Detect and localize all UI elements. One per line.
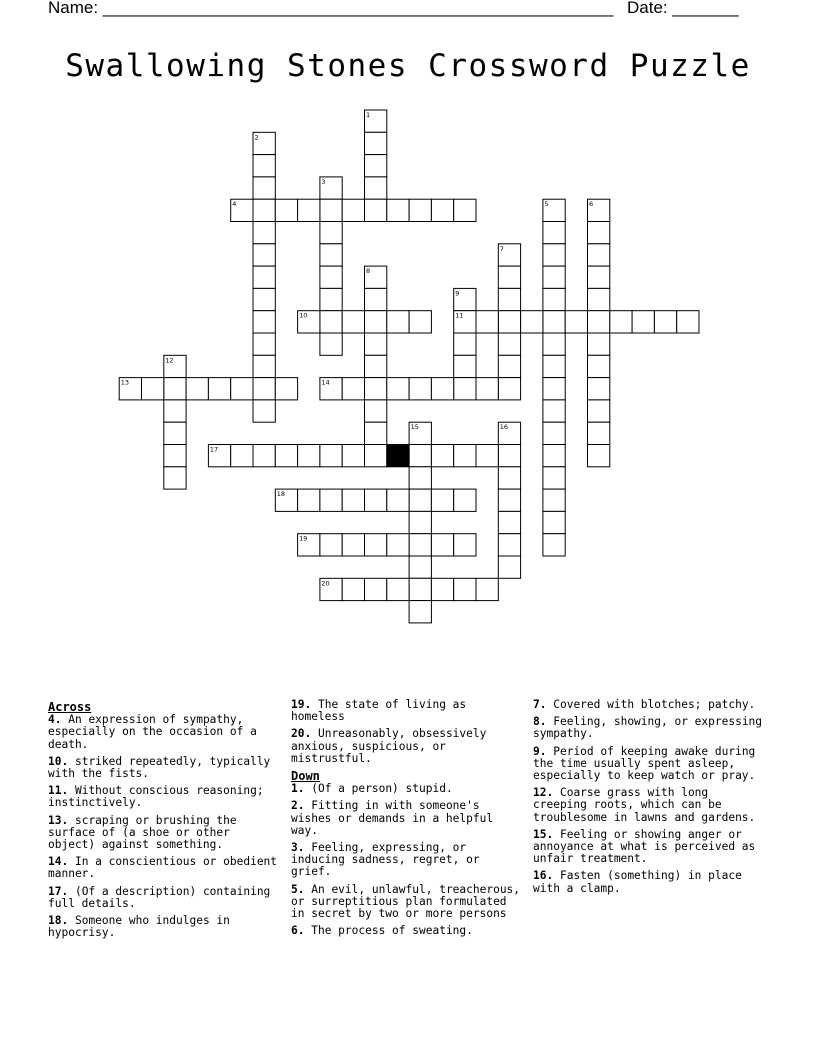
clue-column-1 xyxy=(48,699,283,944)
grid-cell[interactable] xyxy=(320,534,342,556)
grid-cell[interactable] xyxy=(365,199,387,221)
clue-number-11: 11 xyxy=(455,311,464,320)
clue-number-1: 1 xyxy=(366,111,371,119)
grid-cell[interactable] xyxy=(253,199,275,221)
grid-cell[interactable] xyxy=(365,445,387,467)
grid-cell[interactable] xyxy=(409,578,431,600)
clue-down-12: 12. Coarse grass with long creeping roots, which can be troublesome in lawns and gardens. xyxy=(533,786,756,824)
grid-cell[interactable] xyxy=(320,244,342,266)
grid-cell[interactable] xyxy=(298,445,320,467)
grid-cell[interactable] xyxy=(632,311,654,333)
grid-cell[interactable] xyxy=(409,467,431,489)
grid-cell[interactable] xyxy=(275,199,297,221)
grid-cell[interactable] xyxy=(164,445,186,467)
clue-number-16: 16 xyxy=(499,423,509,432)
grid-cell[interactable] xyxy=(454,578,476,600)
clue-column-3 xyxy=(533,699,768,900)
grid-cell[interactable] xyxy=(521,311,543,333)
clue-across-20: 20. Unreasonably, obsessively anxious, suspicious, or mistrustful. xyxy=(291,727,487,765)
clue-down-9: 9. Period of keeping awake during the time usually spent asleep, especially to keep watch or pray. xyxy=(533,744,756,783)
clue-across-11: 11. Without conscious reasoning; instinctively. xyxy=(48,784,264,810)
grid-cell[interactable] xyxy=(253,400,275,422)
date-field[interactable]: Date: _______ xyxy=(627,0,739,17)
grid-cell[interactable] xyxy=(342,445,364,467)
grid-cell[interactable] xyxy=(253,355,275,377)
grid-cell[interactable] xyxy=(498,556,520,578)
grid-cell[interactable] xyxy=(164,422,186,444)
clue-number-2: 2 xyxy=(254,133,259,142)
grid-cell[interactable] xyxy=(677,311,699,333)
grid-cell[interactable] xyxy=(387,578,409,600)
clue-across-17: 17. (Of a description) containing full details. xyxy=(48,884,271,910)
clue-number-17: 17 xyxy=(209,445,219,454)
grid-cell[interactable] xyxy=(365,378,387,400)
grid-cell[interactable] xyxy=(253,378,275,400)
grid-cell[interactable] xyxy=(342,199,364,221)
grid-cell[interactable] xyxy=(498,311,520,333)
grid-cell[interactable] xyxy=(320,489,342,511)
grid-cell[interactable] xyxy=(365,288,387,310)
grid-cell[interactable] xyxy=(498,534,520,556)
grid-cell[interactable] xyxy=(409,601,431,623)
grid-cell[interactable] xyxy=(365,155,387,177)
grid-cell[interactable] xyxy=(342,311,364,333)
grid-cell[interactable] xyxy=(543,489,565,511)
grid-cell[interactable] xyxy=(498,489,520,511)
grid-cell[interactable] xyxy=(365,177,387,199)
grid-cell[interactable] xyxy=(610,311,632,333)
grid-cell[interactable] xyxy=(342,378,364,400)
clue-number-4: 4 xyxy=(232,200,237,209)
grid-cell[interactable] xyxy=(298,199,320,221)
clue-number-8: 8 xyxy=(366,267,371,276)
grid-cell[interactable] xyxy=(588,378,610,400)
grid-cell[interactable] xyxy=(588,244,610,266)
grid-cell[interactable] xyxy=(454,199,476,221)
grid-cell[interactable] xyxy=(498,467,520,489)
grid-cell[interactable] xyxy=(476,445,498,467)
grid-cell[interactable] xyxy=(588,333,610,355)
grid-cell[interactable] xyxy=(454,378,476,400)
clue-number-7: 7 xyxy=(499,244,504,253)
grid-cell[interactable] xyxy=(253,222,275,244)
clue-down-16: 16. Fasten (something) in place with a clamp. xyxy=(533,869,742,895)
clue-number-20: 20 xyxy=(321,579,330,588)
grid-cell[interactable] xyxy=(387,378,409,400)
grid-cell[interactable] xyxy=(476,578,498,600)
clue-number-10: 10 xyxy=(299,311,308,320)
grid-cell[interactable] xyxy=(387,489,409,511)
grid-cell[interactable] xyxy=(253,177,275,199)
black-cell xyxy=(387,445,409,467)
grid-cell[interactable] xyxy=(409,534,431,556)
grid-cell[interactable] xyxy=(253,445,275,467)
grid-cell[interactable] xyxy=(454,445,476,467)
grid-cell[interactable] xyxy=(543,222,565,244)
grid-cell[interactable] xyxy=(476,378,498,400)
grid-cell[interactable] xyxy=(498,333,520,355)
grid-cell[interactable] xyxy=(409,511,431,533)
grid-cell[interactable] xyxy=(543,511,565,533)
clue-number-5: 5 xyxy=(544,200,549,209)
clue-across-18: 18. Someone who indulges in hypocrisy. xyxy=(48,914,230,940)
clue-down-1: 1. (Of a person) stupid. xyxy=(291,782,453,796)
grid-cell[interactable] xyxy=(365,534,387,556)
grid-cell[interactable] xyxy=(298,489,320,511)
clue-across-14: 14. In a conscientious or obedient manner. xyxy=(48,855,278,881)
grid-cell[interactable] xyxy=(365,311,387,333)
grid-cell[interactable] xyxy=(431,378,453,400)
grid-cell[interactable] xyxy=(588,266,610,288)
grid-cell[interactable] xyxy=(454,489,476,511)
grid-cell[interactable] xyxy=(543,288,565,310)
grid-cell[interactable] xyxy=(409,556,431,578)
grid-cell[interactable] xyxy=(342,534,364,556)
grid-cell[interactable] xyxy=(320,199,342,221)
grid-cell[interactable] xyxy=(543,266,565,288)
grid-cell[interactable] xyxy=(431,489,453,511)
grid-cell[interactable] xyxy=(342,489,364,511)
grid-cell[interactable] xyxy=(588,311,610,333)
grid-cell[interactable] xyxy=(498,511,520,533)
clue-down-2: 2. Fitting in with someone's wishes or demands in a helpful way. xyxy=(291,799,494,837)
grid-cell[interactable] xyxy=(253,311,275,333)
grid-cell[interactable] xyxy=(342,578,364,600)
grid-cell[interactable] xyxy=(253,244,275,266)
grid-cell[interactable] xyxy=(164,467,186,489)
clue-down-6: 6. The process of sweating. xyxy=(291,924,473,938)
clue-column-2 xyxy=(291,699,526,942)
clue-down-8: 8. Feeling, showing, or expressing sympathy. xyxy=(533,715,763,741)
grid-cell[interactable] xyxy=(588,222,610,244)
grid-cell[interactable] xyxy=(365,355,387,377)
grid-cell[interactable] xyxy=(543,333,565,355)
grid-cell[interactable] xyxy=(476,311,498,333)
grid-cell[interactable] xyxy=(208,378,230,400)
grid-cell[interactable] xyxy=(588,400,610,422)
grid-cell[interactable] xyxy=(320,311,342,333)
grid-cell[interactable] xyxy=(253,333,275,355)
grid-cell[interactable] xyxy=(543,400,565,422)
grid-cell[interactable] xyxy=(431,534,453,556)
grid-cell[interactable] xyxy=(320,222,342,244)
grid-cell[interactable] xyxy=(543,422,565,444)
grid-cell[interactable] xyxy=(320,288,342,310)
clue-number-9: 9 xyxy=(455,289,460,298)
clue-across-4: 4. An expression of sympathy, especially on the occasion of a death. xyxy=(48,713,257,751)
grid-cell[interactable] xyxy=(565,311,587,333)
grid-cell[interactable] xyxy=(365,578,387,600)
grid-cell[interactable] xyxy=(409,199,431,221)
grid-cell[interactable] xyxy=(365,422,387,444)
grid-cell[interactable] xyxy=(142,378,164,400)
grid-cell[interactable] xyxy=(231,378,253,400)
grid-cell[interactable] xyxy=(498,288,520,310)
grid-cell[interactable] xyxy=(431,578,453,600)
grid-cell[interactable] xyxy=(231,445,253,467)
clue-down-5: 5. An evil, unlawful, treacherous, or surreptitious plan formulated in secret by two or more persons xyxy=(291,882,521,921)
clue-number-13: 13 xyxy=(120,378,129,387)
grid-cell[interactable] xyxy=(543,534,565,556)
clue-across-10: 10. striked repeatedly, typically with the fists. xyxy=(48,754,271,781)
grid-cell[interactable] xyxy=(275,445,297,467)
clue-number-15: 15 xyxy=(410,423,419,432)
grid-cell[interactable] xyxy=(275,378,297,400)
puzzle-title: Swallowing Stones Crossword Puzzle xyxy=(65,48,751,84)
grid-cell[interactable] xyxy=(320,445,342,467)
grid-cell[interactable] xyxy=(365,489,387,511)
grid-cell[interactable] xyxy=(253,266,275,288)
grid-cell[interactable] xyxy=(543,378,565,400)
grid-cell[interactable] xyxy=(164,378,186,400)
grid-cell[interactable] xyxy=(387,199,409,221)
grid-cell[interactable] xyxy=(498,378,520,400)
clue-across-19: 19. The state of living as homeless xyxy=(291,698,467,724)
grid-cell[interactable] xyxy=(654,311,676,333)
grid-cell[interactable] xyxy=(454,333,476,355)
grid-cell[interactable] xyxy=(365,132,387,154)
grid-cell[interactable] xyxy=(186,378,208,400)
clue-down-15: 15. Feeling or showing anger or annoyance at what is perceived as unfair treatment. xyxy=(533,827,756,866)
grid-cell[interactable] xyxy=(498,355,520,377)
clue-down-7: 7. Covered with blotches; patchy. xyxy=(533,698,756,711)
clue-number-18: 18 xyxy=(276,490,286,499)
clue-down-3: 3. Feeling, expressing, or inducing sadness, regret, or grief. xyxy=(291,841,480,879)
grid-cell[interactable] xyxy=(454,534,476,556)
grid-cell[interactable] xyxy=(409,311,431,333)
grid-cell[interactable] xyxy=(431,445,453,467)
clue-number-6: 6 xyxy=(589,200,594,209)
clue-number-3: 3 xyxy=(321,177,326,186)
clue-number-14: 14 xyxy=(321,378,330,387)
grid-cell[interactable] xyxy=(365,400,387,422)
grid-cell[interactable] xyxy=(320,333,342,355)
grid-cell[interactable] xyxy=(588,355,610,377)
grid-cell[interactable] xyxy=(498,445,520,467)
grid-cell[interactable] xyxy=(387,311,409,333)
grid-cell[interactable] xyxy=(543,445,565,467)
grid-cell[interactable] xyxy=(365,333,387,355)
grid-cell[interactable] xyxy=(543,244,565,266)
grid-cell[interactable] xyxy=(253,288,275,310)
grid-cell[interactable] xyxy=(409,445,431,467)
grid-cell[interactable] xyxy=(320,266,342,288)
grid-cell[interactable] xyxy=(454,355,476,377)
grid-cell[interactable] xyxy=(253,155,275,177)
grid-cell[interactable] xyxy=(588,422,610,444)
grid-cell[interactable] xyxy=(431,199,453,221)
down-heading: Down xyxy=(291,769,320,784)
grid-cell[interactable] xyxy=(543,467,565,489)
grid-cell[interactable] xyxy=(409,489,431,511)
grid-cell[interactable] xyxy=(543,355,565,377)
grid-cell[interactable] xyxy=(498,266,520,288)
grid-cell[interactable] xyxy=(543,311,565,333)
clue-number-12: 12 xyxy=(165,356,174,365)
clue-across-13: 13. scraping or brushing the surface of (a shoe or other object) against something. xyxy=(48,813,237,852)
grid-cell[interactable] xyxy=(588,288,610,310)
grid-cell[interactable] xyxy=(409,378,431,400)
grid-cell[interactable] xyxy=(588,445,610,467)
grid-cell[interactable] xyxy=(387,534,409,556)
grid-cell[interactable] xyxy=(164,400,186,422)
name-field[interactable]: Name: ______________________________________________________ xyxy=(48,0,614,17)
clue-number-19: 19 xyxy=(299,534,308,543)
across-heading: Across xyxy=(48,700,92,714)
